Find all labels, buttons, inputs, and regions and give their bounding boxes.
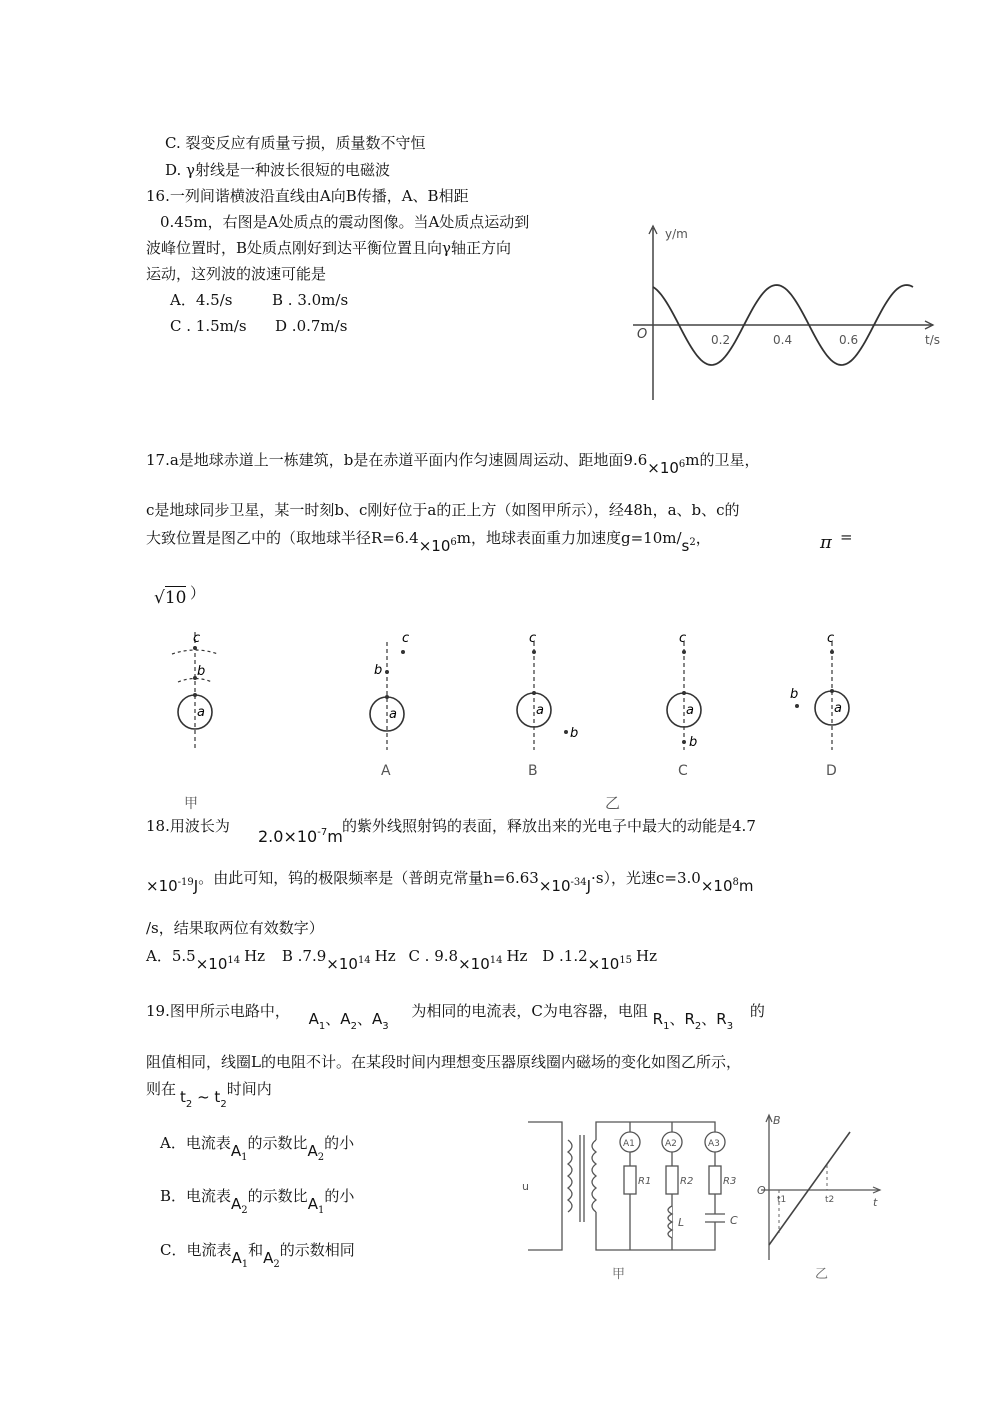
q19-line-1-end: 的 bbox=[749, 1002, 765, 1020]
sep-4: 、 bbox=[701, 1010, 717, 1028]
opt-d-unit: Hz bbox=[636, 947, 658, 965]
a-dot-a bbox=[385, 695, 389, 699]
label-b: B bbox=[773, 1114, 781, 1127]
figure-b-label: B bbox=[528, 763, 538, 779]
q18-options bbox=[146, 946, 658, 973]
q18-option-b: B .7.9 bbox=[281, 947, 327, 965]
opt-a-unit: Hz bbox=[244, 947, 266, 965]
jia-label-a: a bbox=[197, 705, 205, 720]
sep-2: 、 bbox=[356, 1010, 372, 1028]
label-u: u bbox=[522, 1180, 529, 1193]
label-t: t bbox=[873, 1196, 878, 1209]
capacitor-gap bbox=[705, 1214, 725, 1222]
opt-b-exp: 14 bbox=[357, 955, 371, 966]
d-dot-b bbox=[795, 704, 799, 708]
label-t2: t2 bbox=[825, 1195, 835, 1205]
label-t1: t1 bbox=[777, 1195, 787, 1205]
a1-sub: 1 bbox=[318, 1021, 326, 1032]
jia-label-c: c bbox=[193, 631, 201, 646]
tick-0-6: 0.6 bbox=[839, 333, 859, 347]
opt-a-a1: A bbox=[230, 1142, 242, 1160]
q16-option-b: B . 3.0m/s bbox=[272, 291, 349, 309]
q17-line-2: c是地球同步卫星，某一时刻b、c刚好位于a的正上方（如图甲所示），经48h，a、b、c的 bbox=[146, 501, 740, 519]
q16-line-2: 0.45m，右图是A处质点的震动图像。当A处质点运动到 bbox=[160, 213, 530, 231]
q19-line-3 bbox=[146, 1079, 272, 1110]
inductor-l bbox=[668, 1206, 672, 1238]
b-dot-a bbox=[532, 691, 536, 695]
q19-line-1-mid: 为相同的电流表，C为电容器，电阻 bbox=[411, 1002, 648, 1020]
opt-c-exp: 14 bbox=[489, 955, 503, 966]
c-label-c: c bbox=[679, 631, 687, 646]
bgraph-yi-label: 乙 bbox=[815, 1267, 829, 1282]
b-dot-c bbox=[532, 650, 536, 654]
label-r3: R3 bbox=[723, 1176, 737, 1187]
c-dot-c bbox=[682, 650, 686, 654]
q18-line-2 bbox=[146, 868, 754, 895]
yi-label: 乙 bbox=[605, 794, 621, 812]
opt-d-times: ×10 bbox=[587, 955, 620, 973]
label-r2: R2 bbox=[680, 1176, 694, 1187]
q19-option-c bbox=[160, 1240, 355, 1270]
b-line bbox=[769, 1132, 850, 1245]
r2-letter: R bbox=[684, 1010, 695, 1028]
opt-a-a2: A bbox=[307, 1142, 318, 1160]
label-a1: A1 bbox=[623, 1139, 635, 1149]
label-a3: A3 bbox=[708, 1139, 720, 1149]
q19-opt-a-mid: 的示数比 bbox=[247, 1134, 308, 1152]
figure-option-c bbox=[667, 631, 701, 779]
jia-dot-c bbox=[193, 646, 197, 650]
q19-line-2: 阻值相同，线圈L的电阻不计。在某段时间内理想变压器原线圈内磁场的变化如图乙所示， bbox=[146, 1053, 741, 1071]
secondary-coil bbox=[592, 1140, 596, 1212]
q16-vibration-graph bbox=[625, 220, 945, 405]
tick-0-4: 0.4 bbox=[773, 333, 793, 347]
sep-1: 、 bbox=[325, 1010, 341, 1028]
q19-line-1 bbox=[146, 1001, 765, 1032]
q19-opt-a-end: 的小 bbox=[324, 1134, 355, 1152]
d-label-b: b bbox=[790, 687, 799, 702]
sep-3: 、 bbox=[669, 1010, 685, 1028]
b-label-a: a bbox=[536, 703, 544, 718]
r1-sub: 1 bbox=[663, 1021, 670, 1032]
h-unit: J bbox=[586, 877, 592, 895]
jia-dot-a bbox=[193, 693, 197, 697]
time-range bbox=[180, 1088, 227, 1110]
figure-d-label: D bbox=[826, 763, 837, 779]
opt-b-a2-sub: 2 bbox=[241, 1205, 248, 1216]
label-l: L bbox=[678, 1216, 685, 1229]
label-c: C bbox=[730, 1214, 738, 1227]
q18-line-3: /s，结果取两位有效数字） bbox=[146, 919, 324, 937]
resistor-r1 bbox=[624, 1166, 636, 1194]
q17-satellite-figures bbox=[150, 620, 870, 820]
sqrt-symbol: √ bbox=[154, 588, 165, 608]
opt-a-exp: 14 bbox=[227, 955, 241, 966]
opt-b-unit: Hz bbox=[374, 947, 396, 965]
q17-line-3 bbox=[146, 528, 711, 555]
figure-c-label: C bbox=[678, 763, 688, 779]
a-dot-c bbox=[401, 650, 405, 654]
q19-opt-b-end: 的小 bbox=[324, 1187, 355, 1205]
q17-close-paren: ） bbox=[190, 584, 206, 602]
q18-option-d: D .1.2 bbox=[542, 947, 588, 965]
c-dot-b bbox=[682, 740, 686, 744]
figure-option-d bbox=[790, 631, 849, 779]
sqrt-radicand: 10 bbox=[164, 588, 187, 608]
opt-b-times: ×10 bbox=[326, 955, 358, 973]
q19-opt-c-mid: 和 bbox=[248, 1241, 264, 1259]
r1-letter: R bbox=[652, 1010, 664, 1028]
opt-b-a1-sub: 1 bbox=[317, 1205, 325, 1216]
opt-c-a1-sub: 1 bbox=[241, 1259, 249, 1270]
b-label-c: c bbox=[529, 631, 537, 646]
q18-wavelength bbox=[258, 827, 343, 846]
q17-pi: π bbox=[820, 532, 832, 553]
a3-sub: 3 bbox=[382, 1021, 389, 1032]
resistor-r3 bbox=[709, 1166, 721, 1194]
figure-option-a bbox=[370, 631, 409, 779]
a-label-a: a bbox=[389, 707, 397, 722]
secondary-loop bbox=[596, 1122, 715, 1250]
q17-line-3-text: 大致位置是图乙中的（取地球半径R=6.4 bbox=[146, 529, 419, 547]
r3-sub: 3 bbox=[726, 1021, 734, 1032]
c-dot-a bbox=[682, 691, 686, 695]
q17-exponent: 6 bbox=[678, 459, 686, 470]
a-label-b: b bbox=[374, 663, 383, 678]
a2-letter: A bbox=[340, 1010, 351, 1028]
d-dot-c bbox=[830, 650, 834, 654]
q17-comma: ， bbox=[695, 529, 711, 547]
b-dot-b bbox=[564, 730, 568, 734]
ammeter-list bbox=[308, 1010, 389, 1032]
tick-0-2: 0.2 bbox=[711, 333, 731, 347]
q18-option-a: A．5.5 bbox=[146, 947, 196, 965]
opt-c-a1: A bbox=[231, 1249, 242, 1267]
q19-option-a bbox=[160, 1133, 355, 1163]
q17-line-1-text: 17.a是地球赤道上一栋建筑，b是在赤道平面内作匀速圆周运动、距地面9.6 bbox=[146, 451, 648, 469]
tilde: ~ bbox=[197, 1088, 210, 1106]
d-dot-a bbox=[830, 689, 834, 693]
r2-sub: 2 bbox=[694, 1021, 702, 1032]
b-label-b: b bbox=[570, 726, 579, 741]
figure-jia bbox=[172, 631, 218, 812]
label-r1: R1 bbox=[638, 1176, 652, 1187]
q17-equals: = bbox=[840, 528, 853, 546]
d-label-a: a bbox=[834, 701, 842, 716]
a-dot-b bbox=[385, 670, 389, 674]
jia-label-b: b bbox=[197, 664, 206, 679]
ek-unit: J bbox=[193, 877, 199, 895]
opt-b-a1: A bbox=[307, 1195, 318, 1213]
q18-option-c: C . 9.8 bbox=[408, 947, 459, 965]
q16-option-c: C . 1.5m/s bbox=[170, 317, 247, 335]
q17-line-1 bbox=[146, 450, 760, 477]
opt-c-unit: Hz bbox=[506, 947, 528, 965]
figure-a-label: A bbox=[381, 763, 391, 779]
r3-letter: R bbox=[716, 1010, 727, 1028]
a2-sub: 2 bbox=[350, 1021, 357, 1032]
q17-exponent-r: 6 bbox=[450, 537, 457, 548]
q16-line-1: 16.一列间谐横波沿直线由A向B传播，A、B相距 bbox=[146, 187, 469, 205]
wavelength-times: ×10 bbox=[283, 827, 318, 846]
q17-times-ten-r: ×10 bbox=[418, 537, 451, 555]
t-start: t bbox=[180, 1088, 186, 1106]
primary-coil bbox=[568, 1140, 572, 1212]
t-end-sub: 2 bbox=[220, 1099, 227, 1110]
wavelength-unit: m bbox=[327, 827, 343, 846]
q19-option-b bbox=[160, 1186, 355, 1216]
q18-line-1-end: 的紫外线照射钨的表面，释放出来的光电子中最大的动能是4.7 bbox=[342, 817, 756, 835]
q18-line-2-text: 。由此可知，钨的极限频率是（普朗克常量h=6.63 bbox=[198, 869, 539, 887]
q19-b-t-graph bbox=[755, 1110, 895, 1290]
c-label-b: b bbox=[689, 735, 698, 750]
q17-unit-exp: 2 bbox=[689, 537, 696, 548]
q16-line-3: 波峰位置时，B处质点刚好到达平衡位置且向γ轴正方向 bbox=[146, 239, 511, 257]
q19-line-3-start: 则在 bbox=[146, 1080, 177, 1098]
c-label-a: a bbox=[686, 703, 694, 718]
t-start-sub: 2 bbox=[185, 1099, 193, 1110]
wavelength-exp: -7 bbox=[317, 827, 328, 838]
opt-c-times: ×10 bbox=[458, 955, 490, 973]
h-times: ×10 bbox=[538, 877, 571, 895]
a-label-c: c bbox=[402, 631, 410, 646]
opt-a-a1-sub: 1 bbox=[241, 1152, 248, 1163]
q19-opt-b-start: B．电流表 bbox=[160, 1187, 232, 1205]
c-times: ×10 bbox=[700, 877, 733, 895]
x-axis-label: t/s bbox=[925, 333, 940, 347]
q15-option-d: D. γ射线是一种波长很短的电磁波 bbox=[165, 161, 390, 179]
opt-d-exp: 15 bbox=[619, 955, 633, 966]
q16-option-d: D .0.7m/s bbox=[275, 317, 348, 335]
label-a2: A2 bbox=[665, 1139, 677, 1149]
q19-line-1-start: 19.图甲所示电路中， bbox=[146, 1002, 290, 1020]
opt-c-a2-sub: 2 bbox=[273, 1259, 280, 1270]
y-axis-label: y/m bbox=[665, 227, 688, 241]
q16-option-a: A．4.5/s bbox=[170, 291, 233, 309]
h-exp: -34 bbox=[570, 877, 587, 888]
q19-circuit-diagram bbox=[520, 1110, 760, 1290]
ek-times: ×10 bbox=[146, 877, 178, 895]
opt-b-a2: A bbox=[231, 1195, 242, 1213]
jia-label: 甲 bbox=[184, 796, 198, 812]
opt-c-a2: A bbox=[263, 1249, 274, 1267]
a3-letter: A bbox=[371, 1010, 383, 1028]
q19-opt-c-start: C．电流表 bbox=[160, 1241, 232, 1259]
primary-wire bbox=[528, 1122, 562, 1250]
q17-unit-s: s bbox=[681, 537, 690, 555]
q17-sqrt-ten bbox=[154, 588, 186, 608]
ek-exp: -19 bbox=[177, 877, 194, 888]
c-exp: 8 bbox=[732, 877, 739, 888]
q17-line-3-g: m，地球表面重力加速度g=10m/ bbox=[456, 529, 682, 547]
opt-a-times: ×10 bbox=[195, 955, 228, 973]
q19-line-3-end: 时间内 bbox=[226, 1080, 272, 1098]
circuit-jia-label: 甲 bbox=[612, 1267, 626, 1282]
q19-opt-c-end: 的示数相同 bbox=[279, 1241, 355, 1259]
q18-line-1-start: 18.用波长为 bbox=[146, 817, 230, 835]
figure-option-b bbox=[517, 631, 578, 779]
q19-opt-b-mid: 的示数比 bbox=[247, 1187, 308, 1205]
q15-option-c: C. 裂变反应有质量亏损，质量数不守恒 bbox=[165, 134, 426, 152]
c-unit: m bbox=[738, 877, 754, 895]
opt-a-a2-sub: 2 bbox=[317, 1152, 325, 1163]
origin-label: O bbox=[637, 327, 648, 342]
d-label-c: c bbox=[827, 631, 835, 646]
q17-line-1-end: m的卫星， bbox=[685, 451, 760, 469]
resistor-r2 bbox=[666, 1166, 678, 1194]
resistor-list bbox=[652, 1010, 734, 1032]
q19-opt-a-start: A．电流表 bbox=[160, 1134, 231, 1152]
q17-times-ten: ×10 bbox=[647, 459, 679, 477]
q18-light-speed: ·s），光速c=3.0 bbox=[591, 869, 701, 887]
wavelength-value: 2.0 bbox=[258, 827, 284, 846]
t-end: t bbox=[214, 1088, 221, 1106]
label-origin: O bbox=[757, 1184, 766, 1197]
q16-line-4: 运动，这列波的波速可能是 bbox=[146, 265, 327, 283]
a1-letter: A bbox=[308, 1010, 319, 1028]
